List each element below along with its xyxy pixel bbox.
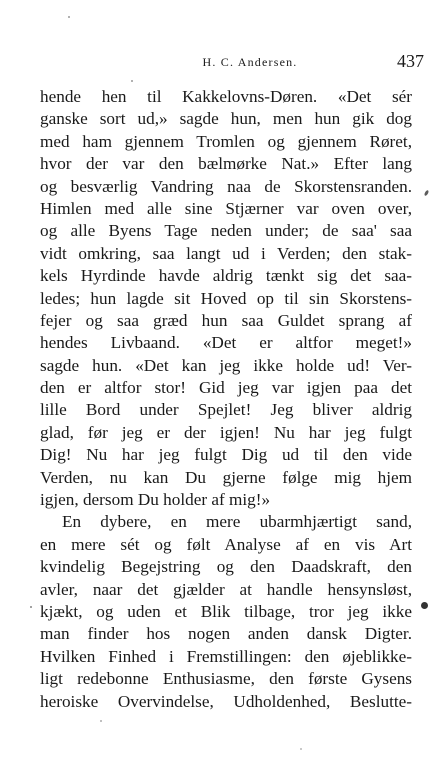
text-line: Hvilken Finhed i Fremstillingen: den øjeblikke- [40, 646, 412, 666]
text-line: Himlen med alle sine Stjærner var oven over, [40, 198, 412, 218]
text-line: sagde hun. «Det kan jeg ikke holde ud! Ver- [40, 355, 412, 375]
text-line: glad, før jeg er der igjen! Nu har jeg fulgt [40, 422, 412, 442]
text-line: vidt omkring, saa langt ud i Verden; den stak- [40, 243, 412, 263]
paper-speck [424, 190, 430, 197]
text-line: kjækt, og uden et Blik tilbage, tror jeg ikke [40, 601, 412, 621]
text-line: og besværlig Vandring naa de Skorstensranden. [40, 176, 412, 196]
text-line: med ham gjennem Tromlen og gjennem Røret, [40, 131, 412, 151]
text-line: og alle Byens Tage neden under; de saa' saa [40, 221, 412, 241]
paper-speck [68, 16, 70, 18]
paper-speck [300, 748, 302, 750]
text-line: kels Hyrdinde havde aldrig tænkt sig det saa- [40, 266, 412, 286]
text-line: Dig! Nu har jeg fulgt Dig ud til den vide [40, 445, 412, 465]
text-line: hvor der var den bælmørke Nat.» Efter lang [40, 154, 412, 174]
text-line: lille Bord under Spejlet! Jeg bliver aldrig [40, 400, 412, 420]
ink-blot [421, 602, 428, 609]
paper-speck [131, 80, 133, 82]
running-head [40, 50, 430, 74]
text-line: igjen, dersom Du holder af mig!» [40, 490, 271, 510]
text-line: man finder hos nogen anden dansk Digter. [40, 624, 412, 644]
text-line: ligt redebonne Enthusiasme, den første Gysens [40, 669, 412, 689]
text-line: heroiske Overvindelse, Udholdenhed, Beslutte- [40, 691, 412, 711]
text-line: fejer og saa græd hun saa Guldet sprang af [40, 310, 412, 330]
text-line: ledes; hun lagde sit Hoved op til sin Skorstens- [40, 288, 412, 308]
text-line: avler, naar det gjælder at handle hensynsløst, [40, 579, 412, 599]
text-line: Verden, nu kan Du gjerne følge mig hjem [40, 467, 412, 487]
paper-speck [30, 606, 32, 608]
paper-speck [100, 720, 102, 722]
text-line: den er altfor stor! Gid jeg var igjen paa det [40, 378, 412, 398]
body-text [40, 86, 412, 713]
text-line: en mere sét og følt Analyse af en vis Art [40, 534, 412, 554]
text-line: hende hen til Kakkelovns-Døren. «Det sér [40, 87, 412, 106]
text-line: kvindelig Begejstring og den Daadskraft, den [40, 557, 412, 577]
text-line: ganske sort ud,» sagde hun, men hun gik dog [40, 109, 412, 129]
paragraph-start-line: En dybere, en mere ubarmhjærtigt sand, [62, 512, 412, 532]
text-line: hendes Livbaand. «Det er altfor meget!» [40, 333, 412, 353]
running-title: H. C. Andersen. [202, 55, 298, 69]
page-number: 437 [397, 51, 424, 71]
